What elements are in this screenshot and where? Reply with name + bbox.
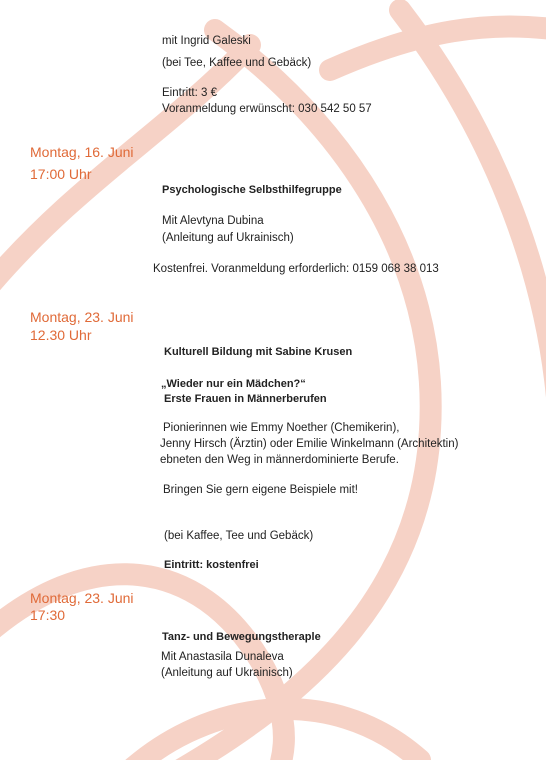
- event-cost: Kostenfrei. Voranmeldung erforderlich: 0159 068 38 013: [153, 263, 439, 275]
- event-host: Mit Alevtyna Dubina: [162, 215, 264, 227]
- decor-arc-bottom: [120, 709, 420, 760]
- event-description: Pionierinnen wie Emmy Noether (Chemikerin),: [163, 422, 400, 434]
- event-date: Montag, 16. Juni: [30, 144, 134, 160]
- event-date: Montag, 23. Juni: [30, 309, 134, 325]
- event-subtitle: Erste Frauen in Männerberufen: [164, 393, 327, 405]
- event-host-line: mit Ingrid Galeski: [162, 35, 251, 47]
- event-invite: Bringen Sie gern eigene Beispiele mit!: [163, 484, 358, 496]
- event-date: Montag, 23. Juni: [30, 590, 134, 606]
- entry-fee: Eintritt: kostenfrei: [164, 559, 259, 571]
- event-description: Jenny Hirsch (Ärztin) oder Emilie Winkelmann (Architektin): [160, 438, 459, 450]
- event-title: Tanz- und Bewegungstheraple: [162, 631, 321, 643]
- event-time: 12.30 Uhr: [30, 327, 92, 343]
- event-time: 17:30: [30, 607, 66, 623]
- event-language-note: (Anleitung auf Ukrainisch): [161, 667, 293, 679]
- registration-note: Voranmeldung erwünscht: 030 542 50 57: [162, 103, 372, 115]
- event-language-note: (Anleitung auf Ukrainisch): [162, 232, 294, 244]
- event-title: Psychologische Selbsthilfegruppe: [162, 184, 342, 196]
- event-subtitle: „Wieder nur ein Mädchen?“: [161, 378, 306, 390]
- entry-fee: Eintritt: 3 €: [162, 87, 217, 99]
- event-host: Mit Anastasila Dunaleva: [161, 651, 284, 663]
- event-title: Kulturell Bildung mit Sabine Krusen: [164, 346, 353, 358]
- event-description: ebneten den Weg in männerdominierte Berufe.: [160, 454, 399, 466]
- refreshments-note: (bei Kaffee, Tee und Gebäck): [164, 530, 314, 542]
- event-time: 17:00 Uhr: [30, 166, 92, 182]
- refreshments-note: (bei Tee, Kaffee und Gebäck): [162, 57, 312, 69]
